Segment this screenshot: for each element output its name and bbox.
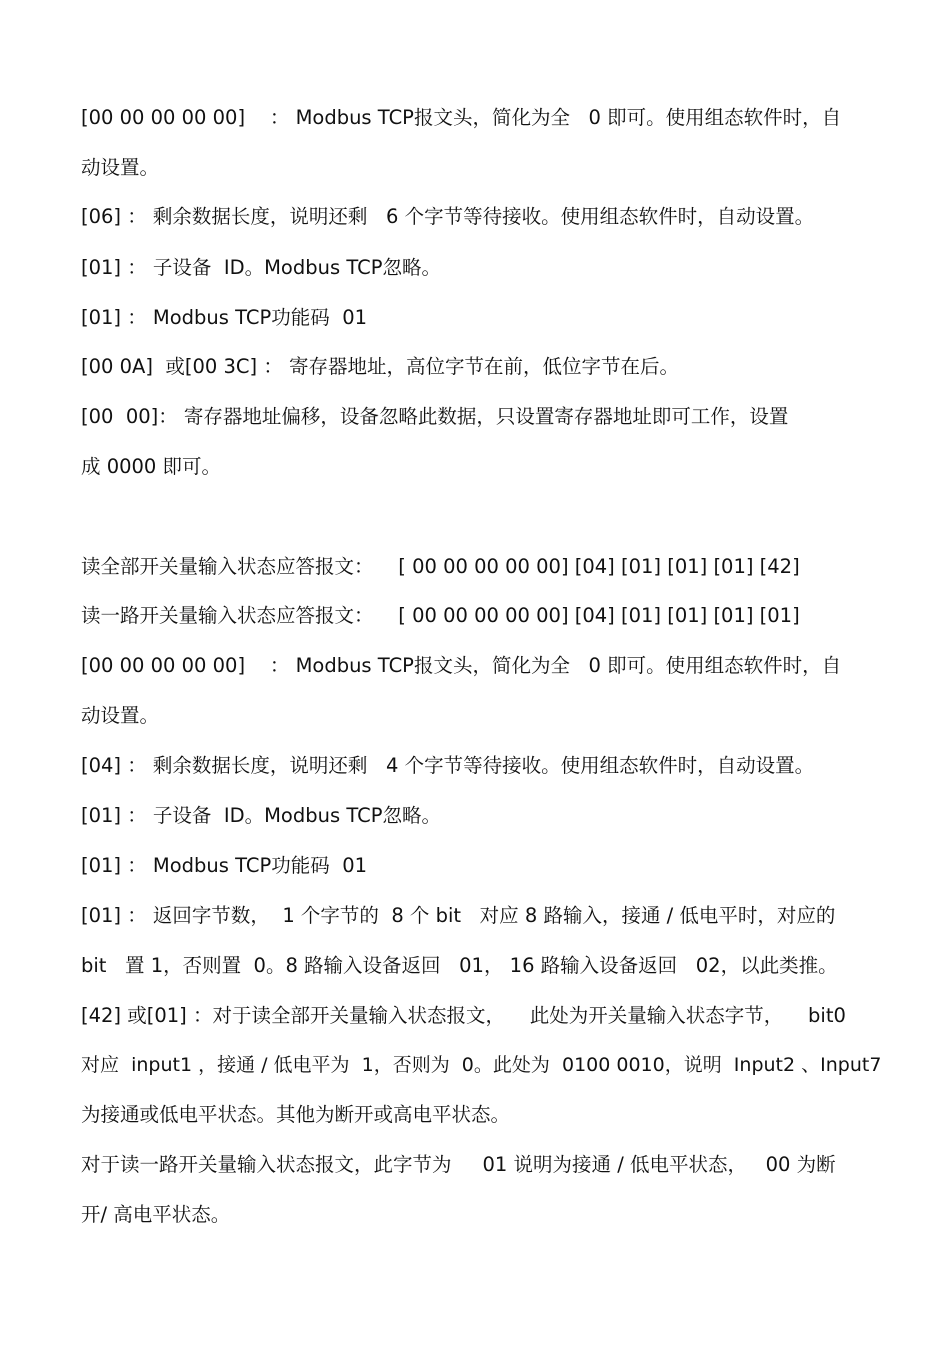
text-line: [00 00]： 寄存器地址偏移，设备忽略此数据，只设置寄存器地址即可工作，设置 [81,405,789,428]
text-line: 读全部开关量输入状态应答报文： [ 00 00 00 00 00] [04] [01] [01] [01] [42] [81,555,800,578]
text-line: 动设置。 [81,704,160,727]
text-line: [01] ： 返回字节数， 1 个字节的 8 个 bit 对应 8 路输入，接通 / 低电平时，对应的 [81,904,836,927]
text-line: 读一路开关量输入状态应答报文： [ 00 00 00 00 00] [04] [01] [01] [01] [01] [81,604,800,627]
text-line: [06] ： 剩余数据长度，说明还剩 6 个字节等待接收。使用组态软件时，自动设置。 [81,205,815,228]
text-line: 对于读一路开关量输入状态报文，此字节为 01 说明为接通 / 低电平状态， 00 为断 [81,1153,836,1176]
text-line: [01] ： Modbus TCP功能码 01 [81,306,368,329]
text-line: 开/ 高电平状态。 [81,1203,231,1226]
text-line: 对应 input1 ，接通 / 低电平为 1，否则为 0。此处为 0100 0010，说明 Input2 、Input7 [81,1054,882,1076]
text-line: [04] ： 剩余数据长度，说明还剩 4 个字节等待接收。使用组态软件时，自动设置。 [81,754,815,777]
text-line: [42] 或[01] ：对于读全部开关量输入状态报文， 此处为开关量输入状态字节， bit0 [81,1004,846,1027]
text-line: [00 00 00 00 00] ： Modbus TCP报文头，简化为全 0 即可。使用组态软件时，自 [81,106,842,129]
text-line: 动设置。 [81,156,160,179]
text-line: 成 0000 即可。 [81,455,222,478]
text-line: [01] ： 子设备 ID。Modbus TCP忽略。 [81,256,441,279]
text-line: [01] ： 子设备 ID。Modbus TCP忽略。 [81,804,441,827]
text-line: [00 00 00 00 00] ： Modbus TCP报文头，简化为全 0 即可。使用组态软件时，自 [81,654,842,677]
text-line: [01] ： Modbus TCP功能码 01 [81,854,368,877]
text-line: bit 置 1，否则置 0。8 路输入设备返回 01， 16 路输入设备返回 02，以此类推。 [81,954,838,977]
text-line: 为接通或低电平状态。其他为断开或高电平状态。 [81,1103,511,1126]
text-line: [00 0A] 或[00 3C] ： 寄存器地址，高位字节在前，低位字节在后。 [81,355,680,378]
